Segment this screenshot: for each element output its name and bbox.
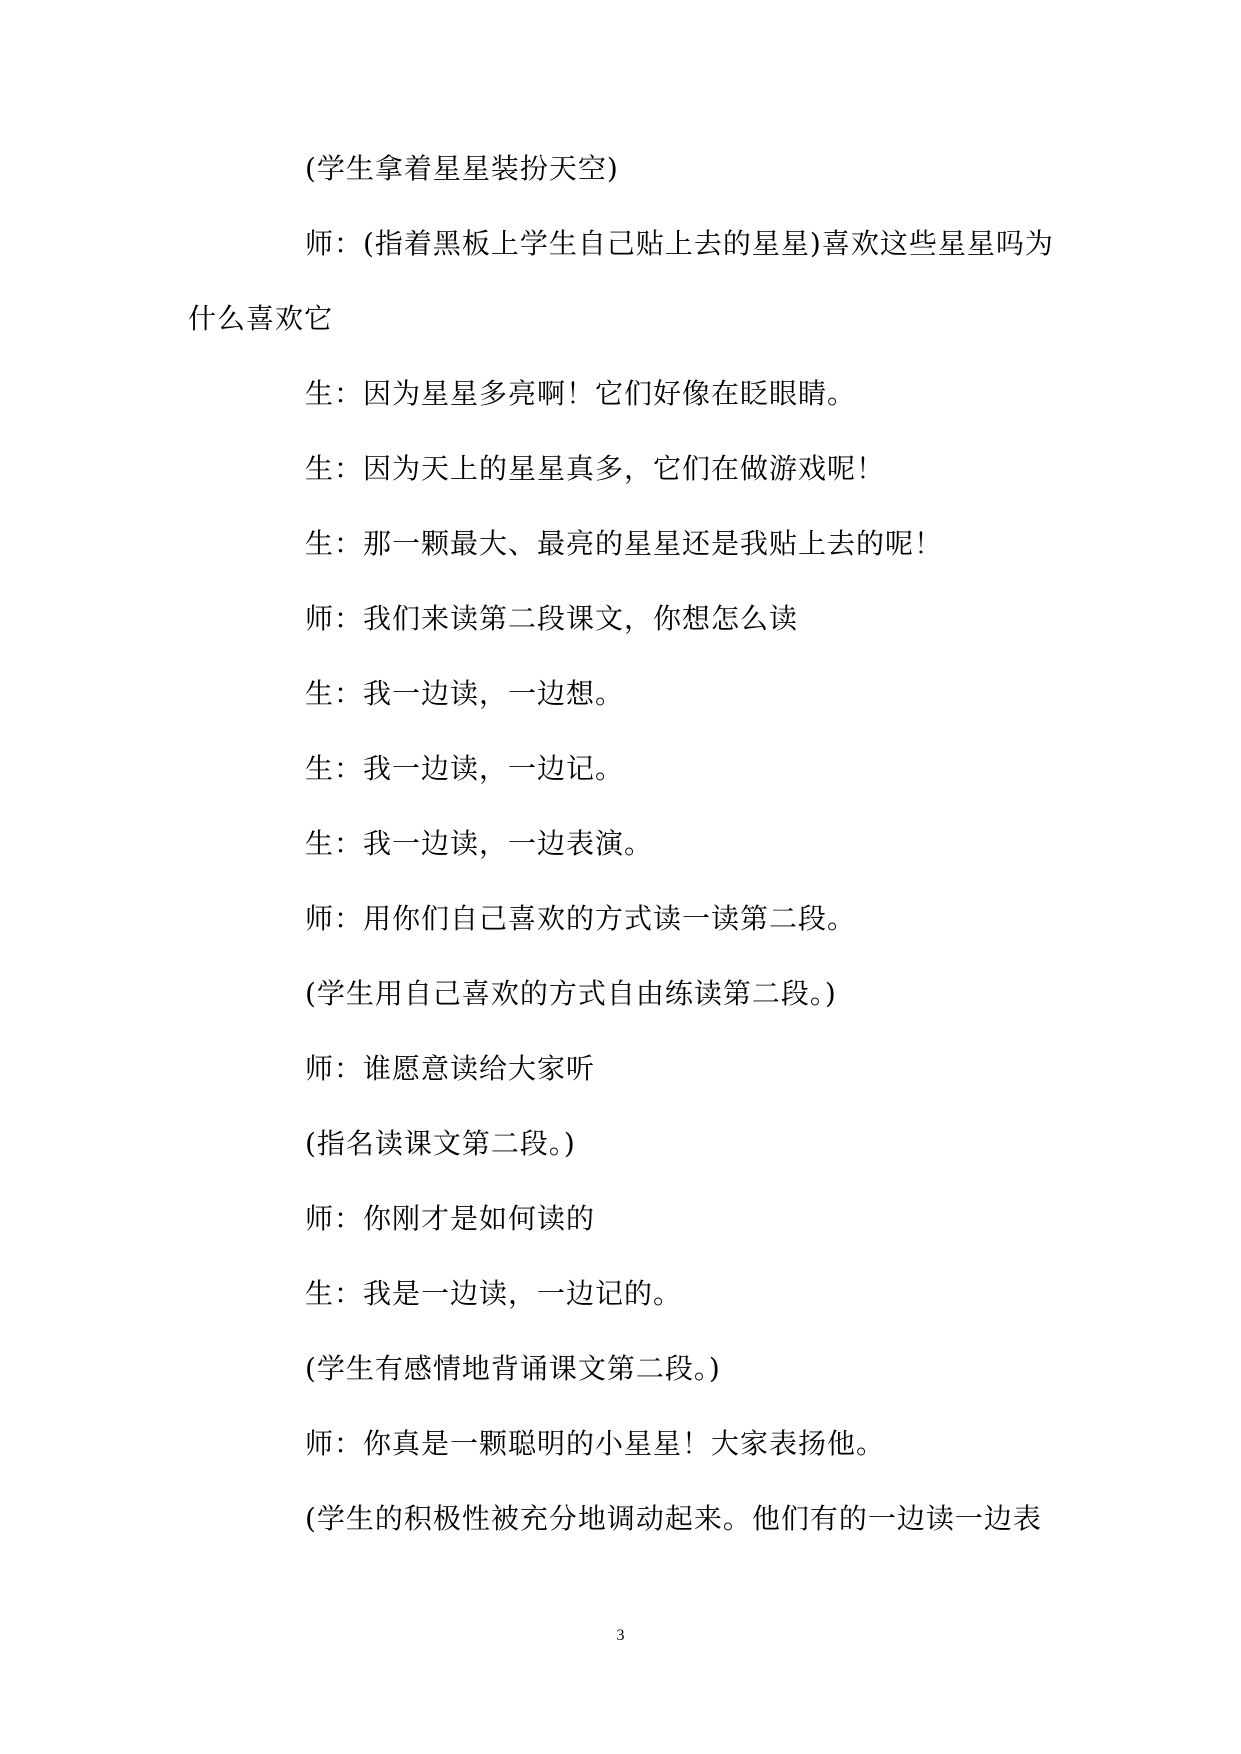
text-line: (学生的积极性被充分地调动起来。他们有的一边读一边表 xyxy=(305,1502,1042,1535)
text-line: 生：我一边读，一边表演。 xyxy=(305,827,654,860)
text-line: 师：你刚才是如何读的 xyxy=(305,1202,596,1235)
text-line: 生：那一颗最大、最亮的星星还是我贴上去的呢！ xyxy=(305,527,944,560)
text-line: 师：你真是一颗聪明的小星星！大家表扬他。 xyxy=(305,1427,886,1460)
text-line: 师：用你们自己喜欢的方式读一读第二段。 xyxy=(305,902,857,935)
text-line: 生：我一边读，一边想。 xyxy=(305,677,625,710)
text-line: 什么喜欢它 xyxy=(188,302,334,335)
text-line: 生：因为天上的星星真多，它们在做游戏呢！ xyxy=(305,452,886,485)
text-line: 师：谁愿意读给大家听 xyxy=(305,1052,596,1085)
text-line: (学生有感情地背诵课文第二段。) xyxy=(305,1352,721,1385)
text-line: 生：我一边读，一边记。 xyxy=(305,752,625,785)
text-line: (学生用自己喜欢的方式自由练读第二段。) xyxy=(305,977,837,1010)
text-line: 师：(指着黑板上学生自己贴上去的星星)喜欢这些星星吗为 xyxy=(305,227,1054,260)
text-line: (指名读课文第二段。) xyxy=(305,1127,576,1160)
text-line: 生：我是一边读，一边记的。 xyxy=(305,1277,683,1310)
page-number: 3 xyxy=(616,1627,625,1644)
text-line: 生：因为星星多亮啊！它们好像在眨眼睛。 xyxy=(305,377,857,410)
text-line: (学生拿着星星装扮天空) xyxy=(305,152,619,185)
text-line: 师：我们来读第二段课文，你想怎么读 xyxy=(305,602,799,635)
